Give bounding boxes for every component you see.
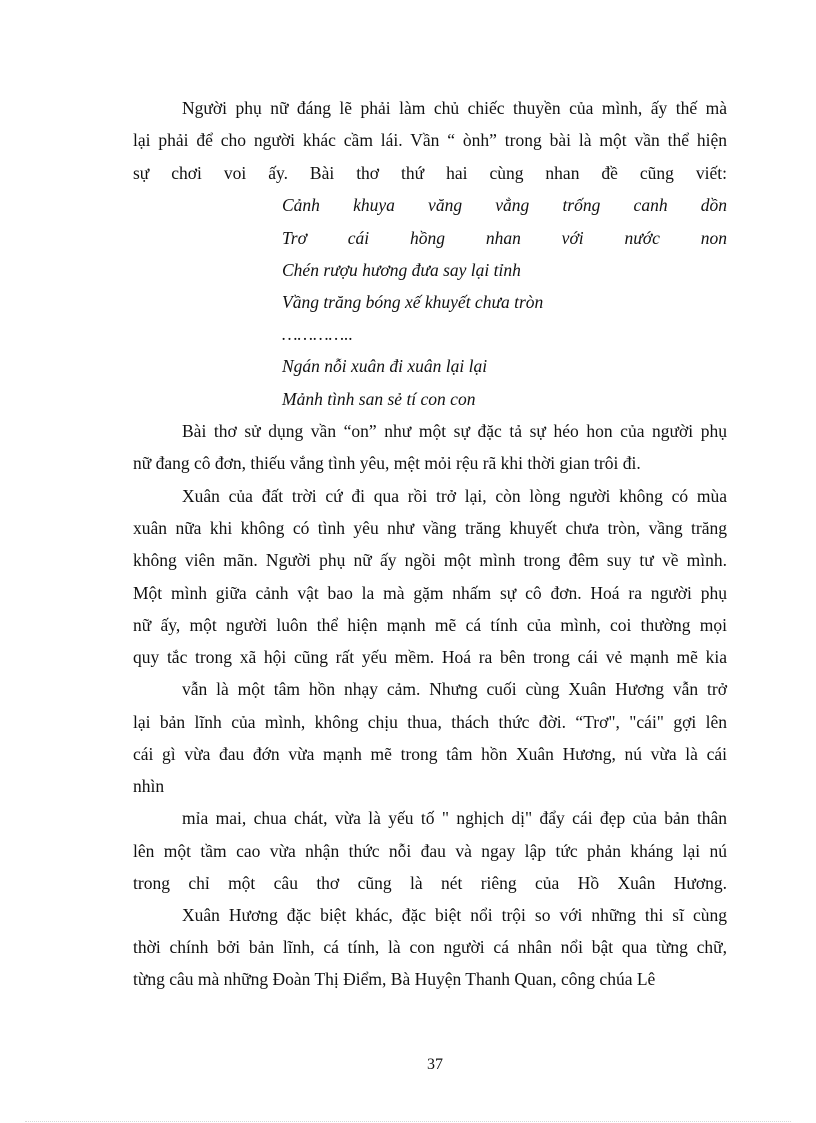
poem-line: Chén rượu hương đưa say lại tỉnh	[282, 260, 521, 280]
paragraph-line: mỉa mai, chua chát, vừa là yếu tố " nghịch dị" đẩy cái đẹp của bản thân	[182, 808, 727, 828]
paragraph-line: sự chơi voi ấy. Bài thơ thứ hai cùng nhan đề cũng viết:	[133, 163, 727, 183]
page-number: 37	[427, 1056, 443, 1073]
paragraph-line: nhìn	[133, 776, 165, 796]
bottom-divider	[25, 1121, 791, 1122]
poem-line: Vầng trăng bóng xế khuyết chưa tròn	[282, 292, 544, 312]
paragraph-line: vẫn là một tâm hồn nhạy cảm. Nhưng cuối cùng Xuân Hương vẫn trở	[182, 679, 727, 699]
paragraph-line: xuân nữa khi không có tình yêu như vầng trăng khuyết chưa tròn, vầng trăng	[133, 518, 727, 538]
poem-line: Ngán nỗi xuân đi xuân lại lại	[282, 356, 488, 376]
paragraph-line: quy tắc trong xã hội cũng rất yếu mềm. Hoá ra bên trong cái vẻ mạnh mẽ kia	[133, 647, 727, 667]
paragraph-line: Xuân Hương đặc biệt khác, đặc biệt nổi trội so với những thi sĩ cùng	[182, 905, 727, 925]
paragraph-line: trong chỉ một câu thơ cũng là nét riêng của Hồ Xuân Hương.	[133, 873, 727, 893]
paragraph-line: cái gì vừa đau đớn vừa mạnh mẽ trong tâm hồn Xuân Hương, nú vừa là cái	[133, 744, 727, 764]
paragraph-line: nữ ấy, một người luôn thể hiện mạnh mẽ cá tính của mình, coi thường mọi	[133, 615, 727, 635]
paragraph-line: Xuân của đất trời cứ đi qua rồi trở lại, còn lòng người không có mùa	[182, 486, 727, 506]
poem-ellipsis: …………..	[282, 324, 353, 344]
poem-line: Cảnh khuya văng vẳng trống canh dồn	[282, 195, 727, 215]
paragraph-line: thời chính bởi bản lĩnh, cá tính, là con người cá nhân nổi bật qua từng chữ,	[133, 937, 727, 957]
paragraph-line: lại phải để cho người khác cầm lái. Vần “ ònh” trong bài là một vần thể hiện	[133, 130, 727, 150]
paragraph-line: không viên mãn. Người phụ nữ ấy ngồi một mình trong đêm suy tư về mình.	[133, 550, 727, 570]
paragraph-line: từng câu mà những Đoàn Thị Điểm, Bà Huyện Thanh Quan, công chúa Lê	[133, 969, 656, 989]
paragraph-line: Một mình giữa cảnh vật bao la mà gặm nhấm sự cô đơn. Hoá ra người phụ	[133, 583, 727, 603]
paragraph-line: lên một tầm cao vừa nhận thức nỗi đau và ngay lập tức phản kháng lại nú	[133, 841, 727, 861]
paragraph-line: Người phụ nữ đáng lẽ phải làm chủ chiếc thuyền của mình, ấy thế mà	[182, 98, 727, 118]
poem-line: Trơ cái hồng nhan với nước non	[282, 228, 727, 248]
poem-line: Mảnh tình san sẻ tí con con	[282, 389, 476, 409]
paragraph-line: Bài thơ sử dụng vần “on” như một sự đặc tả sự héo hon của người phụ	[182, 421, 727, 441]
paragraph-line: lại bản lĩnh của mình, không chịu thua, thách thức đời. “Trơ", "cái" gợi lên	[133, 712, 727, 732]
paragraph-line: nữ đang cô đơn, thiếu vắng tình yêu, mệt mỏi rệu rã khi thời gian trôi đi.	[133, 453, 641, 473]
